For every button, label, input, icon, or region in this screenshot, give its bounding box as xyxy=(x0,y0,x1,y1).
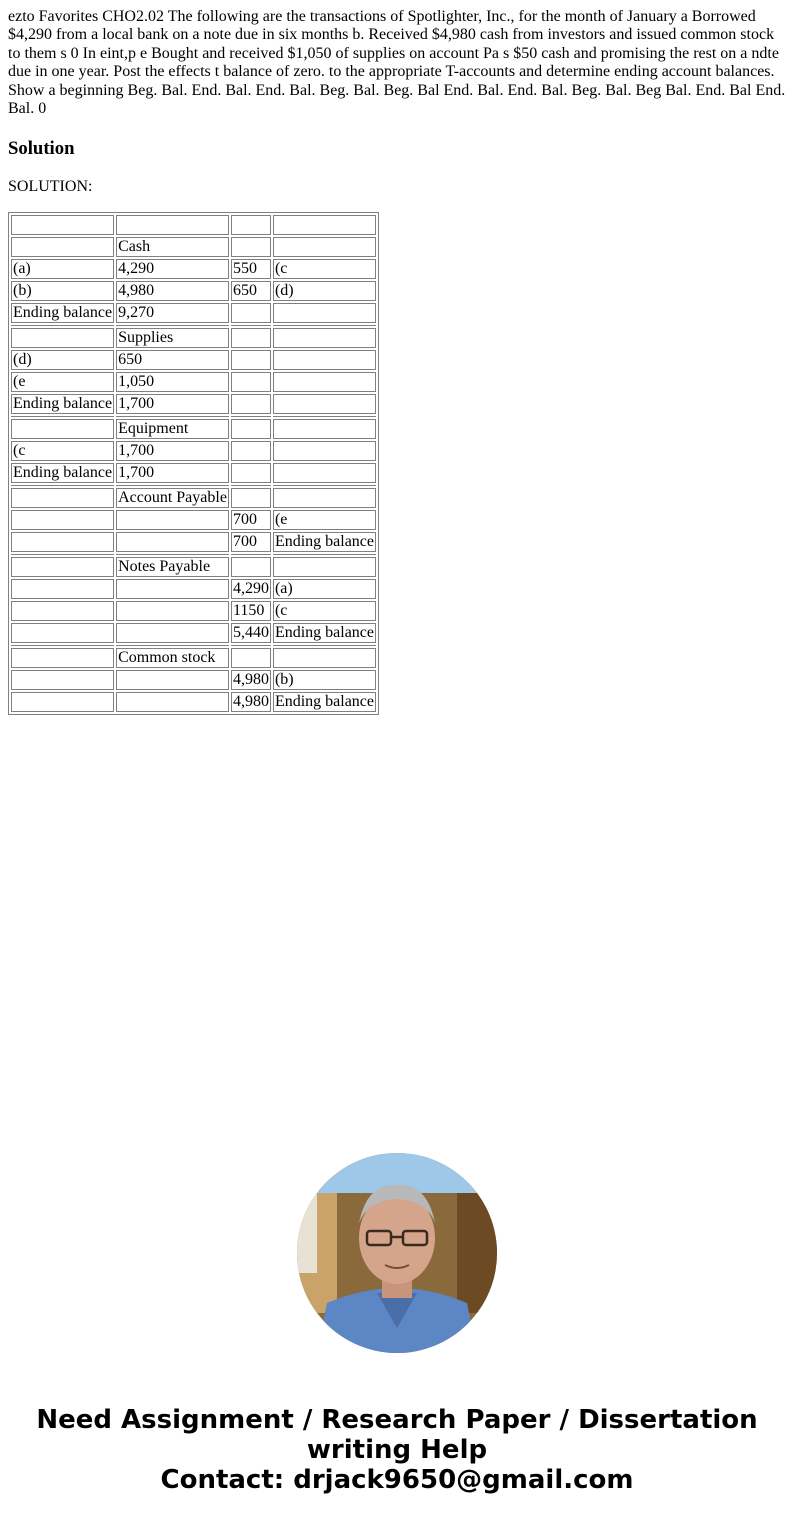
table-cell xyxy=(116,510,229,530)
table-cell xyxy=(273,441,376,461)
separator-cell xyxy=(273,554,376,555)
table-cell xyxy=(11,557,114,577)
separator-cell xyxy=(11,485,114,486)
table-cell xyxy=(11,532,114,552)
table-cell: (a) xyxy=(11,259,114,279)
table-cell: 1,700 xyxy=(116,463,229,483)
table-cell: (c xyxy=(273,601,376,621)
table-cell xyxy=(116,532,229,552)
table-cell xyxy=(231,463,271,483)
separator-cell xyxy=(231,416,271,417)
table-cell xyxy=(273,419,376,439)
separator-cell xyxy=(11,554,114,555)
table-row xyxy=(11,328,376,348)
table-row xyxy=(11,579,376,599)
separator-row xyxy=(11,554,376,555)
table-cell: Equipment xyxy=(116,419,229,439)
separator-cell xyxy=(273,416,376,417)
table-cell: (c xyxy=(273,259,376,279)
table-cell: 4,980 xyxy=(232,693,269,711)
table-cell: Notes Payable xyxy=(116,557,229,577)
table-cell xyxy=(231,441,271,461)
table-cell xyxy=(116,692,229,712)
table-cell xyxy=(231,215,271,235)
author-avatar xyxy=(297,1153,497,1353)
separator-cell xyxy=(116,416,229,417)
separator-cell xyxy=(11,325,114,326)
table-row xyxy=(11,441,376,461)
table-cell xyxy=(231,350,271,370)
t-accounts-table xyxy=(8,212,379,715)
table-cell: (c xyxy=(11,441,114,461)
table-cell xyxy=(273,303,376,323)
table-cell xyxy=(116,623,229,643)
separator-cell xyxy=(11,645,114,646)
table-row xyxy=(11,372,376,392)
table-cell xyxy=(231,419,271,439)
table-cell xyxy=(231,237,271,257)
separator-row xyxy=(11,416,376,417)
separator-cell xyxy=(116,485,229,486)
table-cell: 550 xyxy=(231,259,271,279)
table-cell: 4,980 xyxy=(232,671,269,689)
table-cell: 1,700 xyxy=(116,394,229,414)
table-row xyxy=(11,532,376,552)
table-cell: 1,050 xyxy=(116,372,229,392)
table-row xyxy=(11,623,376,643)
table-cell: (e xyxy=(11,372,114,392)
table-row xyxy=(11,281,376,301)
separator-cell xyxy=(231,645,271,646)
table-row xyxy=(11,670,376,690)
separator-row xyxy=(11,325,376,326)
table-cell: 700 xyxy=(231,532,271,552)
table-cell: (b) xyxy=(273,670,376,690)
table-cell: 1150 xyxy=(231,601,271,621)
table-cell: Ending balance xyxy=(13,395,113,413)
t-accounts-body xyxy=(11,215,376,712)
table-cell xyxy=(231,557,271,577)
table-row xyxy=(11,259,376,279)
separator-cell xyxy=(116,554,229,555)
table-cell: 5,440 xyxy=(232,624,269,642)
table-row xyxy=(11,237,376,257)
table-cell xyxy=(273,488,376,508)
promo-line-3: Contact: drjack9650@gmail.com xyxy=(160,1465,634,1495)
table-cell xyxy=(11,692,114,712)
table-cell: 4,290 xyxy=(232,580,269,598)
table-cell xyxy=(231,488,271,508)
table-cell: Ending balance xyxy=(274,533,375,551)
table-row xyxy=(11,692,376,712)
table-cell xyxy=(11,579,114,599)
table-cell: 4,980 xyxy=(116,281,229,301)
table-cell xyxy=(11,215,114,235)
table-row xyxy=(11,648,376,668)
separator-cell xyxy=(116,325,229,326)
promo-section xyxy=(0,1153,794,1495)
table-cell xyxy=(11,510,114,530)
table-cell xyxy=(11,237,114,257)
table-cell: 4,290 xyxy=(116,259,229,279)
separator-cell xyxy=(273,325,376,326)
table-cell: Ending balance xyxy=(13,304,113,322)
table-cell: Ending balance xyxy=(274,624,375,642)
table-row xyxy=(11,601,376,621)
table-cell xyxy=(231,372,271,392)
table-cell: (b) xyxy=(11,281,114,301)
table-cell: (a) xyxy=(273,579,376,599)
question-text: ezto Favorites CHO2.02 The following are the transactions of Spotlighter, Inc., for the month of January a Borrowed $4,290 from a local bank on a note due in six months b. Received $4,980 cash from investors and issued common stock to them s 0 In eint,p e Bought and received $1,050 of supplies on account Pa s $50 cash and promising the rest on a ndte due in one year. Post the effects t balance of zero. to the appropriate T-accounts and determine ending account balances. Show a beginning Beg. Bal. End. Bal. End. Bal. Beg. Bal. Beg. Bal End. Bal. End. Bal. Beg. Bal. Beg Bal. End. Bal End. Bal. 0 xyxy=(8,8,786,118)
separator-cell xyxy=(11,416,114,417)
separator-cell xyxy=(231,325,271,326)
table-cell xyxy=(273,372,376,392)
table-cell xyxy=(231,303,271,323)
table-row xyxy=(11,419,376,439)
separator-row xyxy=(11,645,376,646)
table-row xyxy=(11,510,376,530)
table-cell xyxy=(273,215,376,235)
table-cell xyxy=(273,328,376,348)
table-row xyxy=(11,463,376,483)
table-cell xyxy=(273,557,376,577)
table-cell xyxy=(231,394,271,414)
table-cell xyxy=(116,601,229,621)
table-cell xyxy=(231,648,271,668)
table-cell xyxy=(11,601,114,621)
table-cell xyxy=(11,488,114,508)
table-row xyxy=(11,350,376,370)
table-cell xyxy=(273,237,376,257)
avatar-portrait-icon xyxy=(297,1153,497,1353)
table-cell: 1,700 xyxy=(116,441,229,461)
table-cell: (e xyxy=(273,510,376,530)
table-cell xyxy=(116,670,229,690)
table-cell: Cash xyxy=(116,237,229,257)
table-cell: Supplies xyxy=(116,328,229,348)
table-cell: Common stock xyxy=(116,648,229,668)
table-cell xyxy=(11,328,114,348)
table-cell xyxy=(11,419,114,439)
table-cell xyxy=(231,328,271,348)
table-row xyxy=(11,557,376,577)
separator-cell xyxy=(116,645,229,646)
table-cell: Ending balance xyxy=(13,464,113,482)
separator-cell xyxy=(273,485,376,486)
table-cell xyxy=(11,623,114,643)
table-cell: Account Payable xyxy=(118,489,227,507)
table-cell: 650 xyxy=(231,281,271,301)
separator-cell xyxy=(273,645,376,646)
promo-line-2: writing Help xyxy=(306,1435,488,1465)
separator-cell xyxy=(231,485,271,486)
separator-cell xyxy=(231,554,271,555)
solution-heading: Solution xyxy=(8,138,75,160)
table-cell xyxy=(273,394,376,414)
table-row xyxy=(11,488,376,508)
table-cell xyxy=(11,648,114,668)
table-cell: (d) xyxy=(273,281,376,301)
table-cell xyxy=(11,670,114,690)
table-row xyxy=(11,215,376,235)
promo-line-1: Need Assignment / Research Paper / Dissertation xyxy=(36,1405,758,1435)
document-content xyxy=(0,0,794,723)
table-row xyxy=(11,303,376,323)
table-cell: (d) xyxy=(11,350,114,370)
promo-text xyxy=(0,1405,794,1495)
separator-row xyxy=(11,485,376,486)
table-cell xyxy=(116,579,229,599)
table-cell: 700 xyxy=(231,510,271,530)
table-cell: 9,270 xyxy=(116,303,229,323)
table-cell xyxy=(116,215,229,235)
table-cell: 650 xyxy=(116,350,229,370)
table-cell xyxy=(273,463,376,483)
table-cell xyxy=(273,350,376,370)
solution-label: SOLUTION: xyxy=(8,178,93,196)
table-cell: Ending balance xyxy=(274,693,375,711)
table-row xyxy=(11,394,376,414)
table-cell xyxy=(273,648,376,668)
